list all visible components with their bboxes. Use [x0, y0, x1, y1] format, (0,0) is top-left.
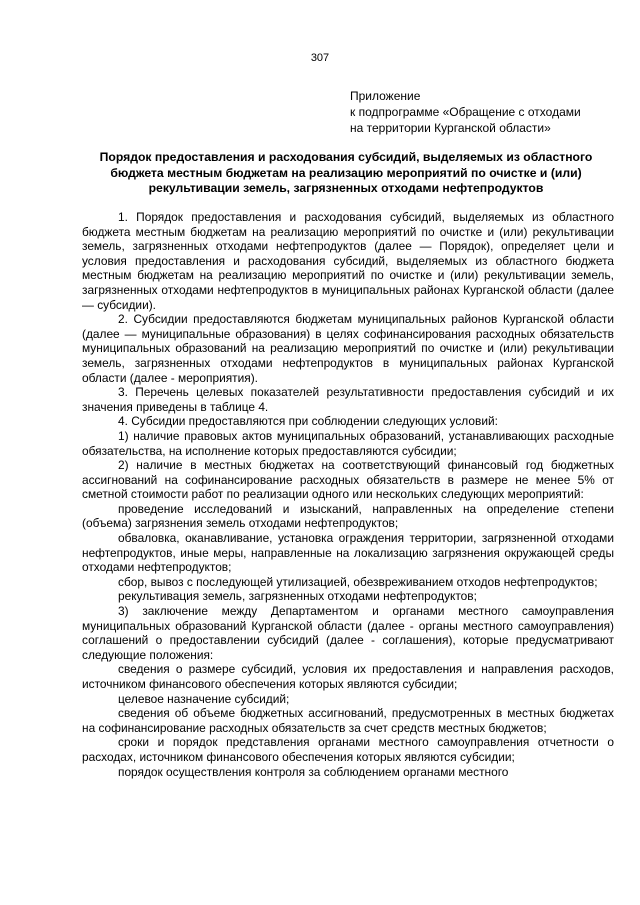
- paragraph: 2) наличие в местных бюджетах на соответствующий финансовый год бюджетных ассигнований на софинансирование расходных обязательств в размере не менее 5% от сметной стоимости работ по реализации одного или нескольких следующих мероприятий:: [82, 458, 614, 502]
- paragraph: 2. Субсидии предоставляются бюджетам муниципальных районов Курганской области (далее — муниципальные образования) в целях софинансирования расходных обязательств муниципальных образований на реализацию мероприятий по очистке и (или) рекультивации земель, загрязненных отходами нефтепродуктов в муниципальных районах Курганской области (далее - мероприятия).: [82, 312, 614, 385]
- paragraph: 1) наличие правовых актов муниципальных образований, устанавливающих расходные обязательства, на исполнение которых предоставляются субсидии;: [82, 428, 614, 458]
- document-body: [82, 210, 614, 779]
- paragraph: обваловка, оканавливание, установка ограждения территории, загрязненной отходами нефтепродуктов, иные меры, направленные на локализацию загрязнения окружающей среды отходами нефтепродуктов;: [82, 531, 614, 575]
- appendix-heading: [350, 88, 581, 136]
- appendix-subprogram-line: к подпрограмме «Обращение с отходами: [350, 105, 581, 119]
- paragraph: целевое назначение субсидий;: [118, 691, 290, 706]
- page-number: 307: [310, 52, 330, 64]
- document-title: Порядок предоставления и расходования субсидий, выделяемых из областного бюджета местным бюджетам на реализацию мероприятий по очистке и (или) рекультивации земель, загрязненных отходами нефтепродуктов: [99, 150, 593, 195]
- paragraph: 1. Порядок предоставления и расходования субсидий, выделяемых из областного бюджета местным бюджетам на реализацию мероприятий по очистке и (или) рекультивации земель, загрязненных отходами нефтепродуктов (далее — Порядок), определяет цели и условия предоставления и расходования субсидий, выделяемых из областного бюджета местным бюджетам на реализацию мероприятий по очистке и (или) рекультивации земель, загрязненных отходами нефтепродуктов в муниципальных районах Курганской области (далее — субсидии).: [82, 210, 614, 312]
- paragraph: сведения о размере субсидий, условия их предоставления и направления расходов, источником финансового обеспечения которых являются субсидии;: [82, 662, 614, 691]
- paragraph: порядок осуществления контроля за соблюдением органами местного: [118, 764, 509, 779]
- paragraph: 4. Субсидии предоставляются при соблюдении следующих условий:: [118, 414, 498, 429]
- paragraph: сбор, вывоз с последующей утилизацией, обезвреживанием отходов нефтепродуктов;: [118, 574, 598, 589]
- paragraph: 3. Перечень целевых показателей результативности предоставления субсидий и их значения приведены в таблице 4.: [82, 385, 614, 414]
- appendix-region-line: на территории Курганской области»: [350, 121, 551, 135]
- paragraph: сроки и порядок представления органами местного самоуправления отчетности о расходах, источником финансового обеспечения которых являются субсидии;: [82, 735, 614, 764]
- appendix-label: Приложение: [350, 89, 421, 103]
- paragraph: 3) заключение между Департаментом и органами местного самоуправления муниципальных образований Курганской области (далее - органы местного самоуправления) соглашений о предоставлении субсидий (далее - соглашения), которые предусматривают следующие положения:: [82, 604, 614, 662]
- paragraph: рекультивация земель, загрязненных отходами нефтепродуктов;: [118, 589, 477, 604]
- paragraph: сведения об объеме бюджетных ассигнований, предусмотренных в местных бюджетах на софинансирование расходных обязательств за счет средств местных бюджетов;: [82, 706, 614, 735]
- paragraph: проведение исследований и изысканий, направленных на определение степени (объема) загрязнения земель отходами нефтепродуктов;: [82, 501, 614, 531]
